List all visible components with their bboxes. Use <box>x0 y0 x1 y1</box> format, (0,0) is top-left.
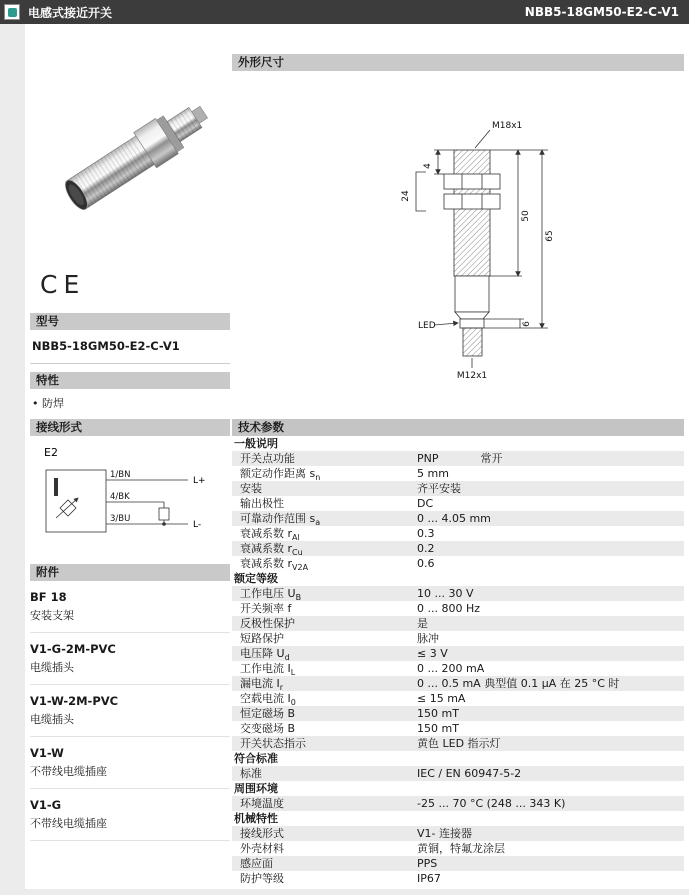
sensor-icon <box>8 8 17 17</box>
thread-bottom-label: M12x1 <box>456 371 488 381</box>
tech-row-value: 0.2 <box>417 542 435 555</box>
dim-6-label: 6 <box>522 321 532 327</box>
accessory-name: BF 18 <box>30 590 67 604</box>
tech-row-label: 电压降 $U_d$ <box>240 647 290 661</box>
tech-row <box>232 721 684 736</box>
features-list <box>30 389 230 419</box>
tech-row-value: 黄色 LED 指示灯 <box>417 737 501 750</box>
dim-50-label: 50 <box>521 210 531 222</box>
tech-row-value: 齐平安装 <box>417 482 461 495</box>
tech-row-label: 额定动作距离 $s_n$ <box>240 467 321 481</box>
tech-subsection-header: 额定等级 <box>232 571 684 586</box>
tech-row-value: V1- 连接器 <box>417 827 472 840</box>
tech-row <box>232 826 684 841</box>
tech-row <box>232 646 684 661</box>
tech-row <box>232 736 684 751</box>
pin1-label: 1/BN <box>110 470 131 480</box>
features-section-header: 特性 <box>30 372 230 389</box>
tech-row-value: IEC / EN 60947-5-2 <box>417 767 522 780</box>
tech-row <box>232 466 684 481</box>
dim-65-label: 65 <box>545 230 555 242</box>
pin3-label: 3/BU <box>110 514 131 524</box>
accessory-desc: 不带线电缆插座 <box>30 760 230 789</box>
dim-24-label: 24 <box>401 190 411 202</box>
product-photo <box>30 54 230 264</box>
tech-row-value: 黄铜，特氟龙涂层 <box>417 842 505 855</box>
tech-row-label: 防护等级 <box>240 872 284 885</box>
tech-row <box>232 541 684 556</box>
tech-subsection-header: 机械特性 <box>232 811 684 826</box>
dimensions-section-header: 外形尺寸 <box>232 54 684 71</box>
dimension-drawing-area <box>232 71 684 419</box>
threaded-barrel <box>454 150 490 276</box>
tech-subsection-header: 符合标准 <box>232 751 684 766</box>
page-content <box>25 24 689 889</box>
tech-row <box>232 766 684 781</box>
part-number: NBB5-18GM50-E2-C-V1 <box>524 5 679 19</box>
wiring-variant-label: E2 <box>44 446 58 459</box>
tech-row-label: 开关状态指示 <box>240 737 306 750</box>
accessory-desc: 安装支架 <box>30 604 230 633</box>
tech-row-label: 输出极性 <box>240 497 284 510</box>
pin2-label: 4/BK <box>110 492 130 502</box>
led-label: LED <box>418 321 436 331</box>
dim-4-label: 4 <box>423 163 433 169</box>
tech-row-label: 感应面 <box>240 857 273 870</box>
led-ring <box>460 319 484 328</box>
tech-row-label: 恒定磁场 B <box>240 707 296 720</box>
tech-row-value: 150 mT <box>417 722 459 735</box>
tech-row-value: ≤ 15 mA <box>417 692 466 705</box>
tech-row-label: 外壳材料 <box>240 842 284 855</box>
tech-row-label: 衰减系数 $r_{Al}$ <box>240 527 300 541</box>
ce-mark: CE <box>40 270 86 299</box>
tech-row <box>232 451 684 466</box>
tech-row <box>232 691 684 706</box>
accessory-name: V1-W <box>30 746 64 760</box>
hex-nut-2 <box>444 194 500 209</box>
left-column <box>30 54 230 841</box>
rear-housing <box>455 276 489 312</box>
tech-row <box>232 496 684 511</box>
accessory-desc: 不带线电缆插座 <box>30 812 230 841</box>
wrench-symbol <box>416 172 426 211</box>
tech-row-label: 标准 <box>240 767 262 780</box>
accessory-name: V1-W-2M-PVC <box>30 694 119 708</box>
tech-row <box>232 601 684 616</box>
dimension-drawing <box>372 116 607 401</box>
product-category-icon <box>4 4 20 20</box>
thread-top-label: M18x1 <box>492 121 523 131</box>
tech-row-label: 工作电压 $U_B$ <box>240 587 302 601</box>
tech-row-label: 开关频率 f <box>240 602 292 615</box>
tech-row <box>232 511 684 526</box>
tech-row-label: 漏电流 $I_r$ <box>240 677 284 691</box>
model-section-header: 型号 <box>30 313 230 330</box>
tech-row-label: 安装 <box>240 482 262 495</box>
tech-row-value: 0.6 <box>417 557 435 570</box>
tech-row-value: 10 ... 30 V <box>417 587 474 600</box>
supply-minus-label: L- <box>193 520 202 530</box>
accessories-section-header: 附件 <box>30 564 230 581</box>
tech-row <box>232 481 684 496</box>
tech-row-label: 交变磁场 B <box>240 722 296 735</box>
tech-row-label: 衰减系数 $r_{Cu}$ <box>240 542 303 556</box>
tech-row-value: 是 <box>417 617 428 630</box>
tech-row <box>232 676 684 691</box>
tech-row <box>232 871 684 886</box>
tech-row-label: 短路保护 <box>240 632 284 645</box>
model-number: NBB5-18GM50-E2-C-V1 <box>30 330 230 364</box>
wiring-section-header: 接线形式 <box>30 419 230 436</box>
tech-row <box>232 796 684 811</box>
tech-row <box>232 706 684 721</box>
tech-row-label: 开关点功能 <box>240 452 295 465</box>
tech-row <box>232 856 684 871</box>
tech-row <box>232 616 684 631</box>
tech-row <box>232 841 684 856</box>
tech-row-value: IP67 <box>417 872 441 885</box>
feature-item: • 防焊 <box>32 395 228 411</box>
tech-row-value: 5 mm <box>417 467 449 480</box>
tech-row-value: 0.3 <box>417 527 435 540</box>
connector-thread <box>463 328 482 356</box>
sensor-body-group <box>59 94 215 216</box>
tech-subsection-header: 一般说明 <box>232 436 684 451</box>
tech-row-value: PNP 常开 <box>417 452 503 465</box>
right-column <box>232 54 684 886</box>
tech-row-value: 150 mT <box>417 707 459 720</box>
tech-row <box>232 631 684 646</box>
accessory-desc: 电缆插头 <box>30 708 230 737</box>
tech-row-value: 0 ... 200 mA <box>417 662 485 675</box>
accessories-list <box>30 581 230 841</box>
tech-row-label: 环境温度 <box>240 797 284 810</box>
accessory-name: V1-G <box>30 798 62 812</box>
tech-row-value: PPS <box>417 857 438 870</box>
hex-nut-1 <box>444 174 500 189</box>
tech-row-value: 0 ... 800 Hz <box>417 602 481 615</box>
tech-row-value: DC <box>417 497 434 510</box>
tech-row <box>232 661 684 676</box>
tech-row-label: 接线形式 <box>240 827 284 840</box>
tech-row-label: 衰减系数 $r_{V2A}$ <box>240 557 309 571</box>
tech-row-value: 0 ... 4.05 mm <box>417 512 491 525</box>
tech-row-label: 工作电流 $I_L$ <box>240 662 296 676</box>
header-bar <box>0 0 689 24</box>
accessory-desc: 电缆插头 <box>30 656 230 685</box>
accessory-name: V1-G-2M-PVC <box>30 642 116 656</box>
category-title: 电感式接近开关 <box>28 5 113 20</box>
tech-section-header-bar: 技术参数 <box>232 419 684 436</box>
tech-row-value: ≤ 3 V <box>417 647 448 660</box>
tech-row <box>232 586 684 601</box>
load-symbol <box>159 508 169 520</box>
tech-row-value: -25 ... 70 °C (248 ... 343 K) <box>417 797 566 810</box>
tech-row <box>232 556 684 571</box>
tech-subsection-header: 周围环境 <box>232 781 684 796</box>
tech-table <box>232 436 684 886</box>
tech-row-value: 脉冲 <box>417 632 439 645</box>
tech-row-label: 反极性保护 <box>240 617 295 630</box>
tech-row <box>232 526 684 541</box>
tech-row-label: 可靠动作范围 $s_a$ <box>240 512 321 526</box>
tech-row-label: 空载电流 $I_0$ <box>240 692 296 706</box>
wiring-diagram <box>36 440 222 558</box>
tech-row-value-extra: 常开 <box>480 452 503 465</box>
tech-row-value: 0 ... 0.5 mA 典型值 0.1 µA 在 25 °C 时 <box>417 677 620 690</box>
supply-plus-label: L+ <box>193 476 206 486</box>
